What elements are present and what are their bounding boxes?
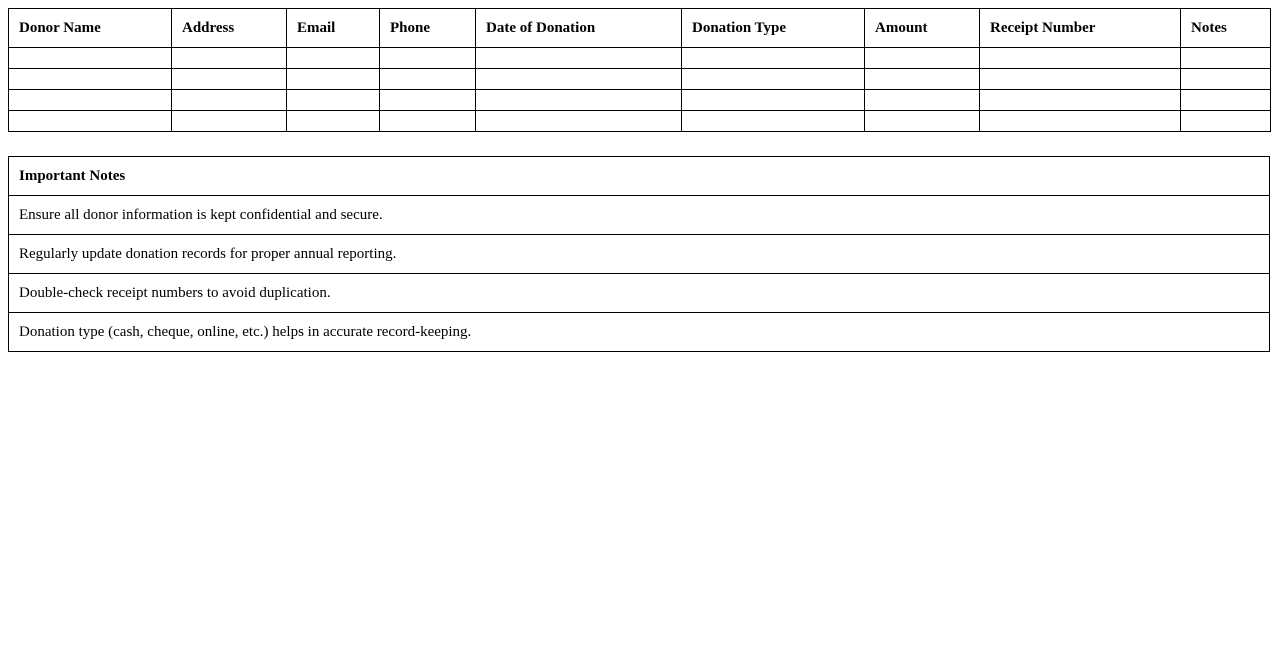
table-header-row — [9, 9, 1271, 48]
cell-donor-name[interactable] — [9, 90, 172, 111]
column-header-donation-type: Donation Type — [682, 9, 865, 48]
cell-receipt-number[interactable] — [980, 48, 1181, 69]
important-notes-heading: Important Notes — [9, 157, 1270, 196]
cell-donation-type[interactable] — [682, 90, 865, 111]
donor-table — [8, 8, 1271, 132]
cell-email[interactable] — [287, 48, 380, 69]
cell-donor-name[interactable] — [9, 69, 172, 90]
cell-email[interactable] — [287, 69, 380, 90]
cell-donation-type[interactable] — [682, 48, 865, 69]
cell-notes[interactable] — [1181, 90, 1271, 111]
important-notes-table — [8, 156, 1270, 352]
cell-notes[interactable] — [1181, 69, 1271, 90]
note-item: Regularly update donation records for proper annual reporting. — [9, 235, 1270, 274]
note-row — [9, 313, 1270, 352]
table-row — [9, 111, 1271, 132]
cell-phone[interactable] — [380, 48, 476, 69]
cell-donation-type[interactable] — [682, 69, 865, 90]
cell-phone[interactable] — [380, 111, 476, 132]
note-item: Ensure all donor information is kept confidential and secure. — [9, 196, 1270, 235]
cell-phone[interactable] — [380, 69, 476, 90]
cell-phone[interactable] — [380, 90, 476, 111]
cell-receipt-number[interactable] — [980, 69, 1181, 90]
table-row — [9, 48, 1271, 69]
column-header-notes: Notes — [1181, 9, 1271, 48]
cell-address[interactable] — [172, 90, 287, 111]
column-header-date-of-donation: Date of Donation — [476, 9, 682, 48]
cell-address[interactable] — [172, 69, 287, 90]
note-row — [9, 235, 1270, 274]
cell-receipt-number[interactable] — [980, 90, 1181, 111]
cell-donation-type[interactable] — [682, 111, 865, 132]
column-header-address: Address — [172, 9, 287, 48]
cell-email[interactable] — [287, 111, 380, 132]
cell-date-of-donation[interactable] — [476, 69, 682, 90]
table-row — [9, 69, 1271, 90]
cell-address[interactable] — [172, 48, 287, 69]
cell-address[interactable] — [172, 111, 287, 132]
column-header-receipt-number: Receipt Number — [980, 9, 1181, 48]
cell-notes[interactable] — [1181, 111, 1271, 132]
column-header-email: Email — [287, 9, 380, 48]
table-row — [9, 90, 1271, 111]
note-row — [9, 274, 1270, 313]
cell-donor-name[interactable] — [9, 111, 172, 132]
column-header-amount: Amount — [865, 9, 980, 48]
note-row — [9, 196, 1270, 235]
cell-amount[interactable] — [865, 69, 980, 90]
notes-header-row — [9, 157, 1270, 196]
cell-date-of-donation[interactable] — [476, 90, 682, 111]
cell-amount[interactable] — [865, 111, 980, 132]
column-header-donor-name: Donor Name — [9, 9, 172, 48]
note-item: Double-check receipt numbers to avoid duplication. — [9, 274, 1270, 313]
cell-receipt-number[interactable] — [980, 111, 1181, 132]
column-header-phone: Phone — [380, 9, 476, 48]
note-item: Donation type (cash, cheque, online, etc.) helps in accurate record-keeping. — [9, 313, 1270, 352]
cell-date-of-donation[interactable] — [476, 48, 682, 69]
cell-amount[interactable] — [865, 90, 980, 111]
cell-email[interactable] — [287, 90, 380, 111]
cell-amount[interactable] — [865, 48, 980, 69]
cell-notes[interactable] — [1181, 48, 1271, 69]
cell-date-of-donation[interactable] — [476, 111, 682, 132]
cell-donor-name[interactable] — [9, 48, 172, 69]
